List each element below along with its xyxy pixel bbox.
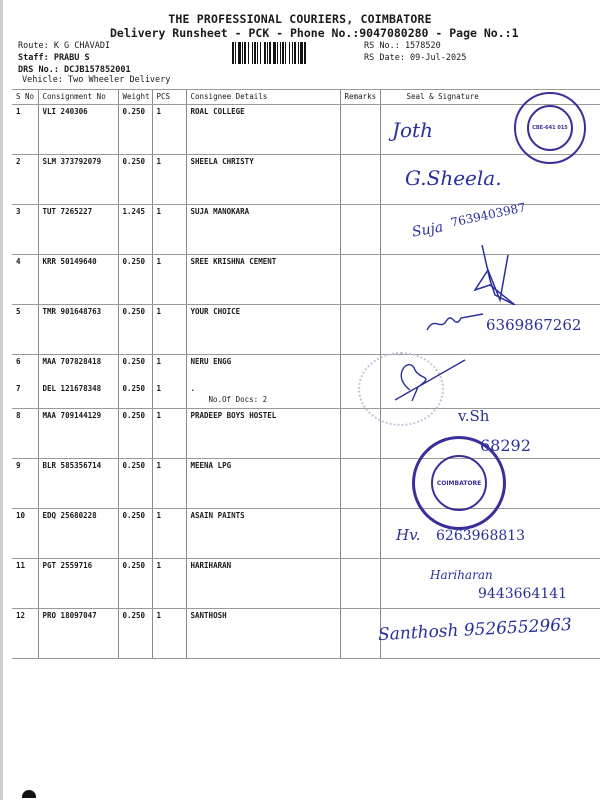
cell-weight (118, 205, 152, 255)
cell-consignee (186, 155, 340, 205)
table-header-row (12, 90, 600, 105)
cell-pcs-text: 1 (156, 611, 162, 620)
cell-weight-text: 0.250 (122, 307, 146, 316)
cell-pcs (152, 459, 186, 509)
drs-number: DRS No.: DCJB157852001 (18, 65, 131, 75)
cell-sno-text: 11 (16, 561, 26, 570)
col-consignment: Consignment No (38, 90, 118, 105)
cell-consignment-no (38, 105, 118, 155)
cell-consignment-no (38, 609, 118, 659)
col-weight: Weight (118, 90, 152, 105)
cell-pcs (152, 255, 186, 305)
cell-consignment-no (38, 205, 118, 255)
cell-weight-text: 0.250 (122, 157, 146, 166)
cell-consignee (186, 509, 340, 559)
cell-consignee (186, 305, 340, 355)
signature-row-3-name: Suja (410, 219, 445, 241)
col-pcs: PCS (152, 90, 186, 105)
cell-weight-text: 0.250 (122, 461, 146, 470)
stamp-royal-education-inner: CBE-641 015 (527, 105, 573, 151)
cell-consignment-no (38, 509, 118, 559)
cell-pcs (152, 305, 186, 355)
cell-consignment-no-text: PRO 18097047 (42, 611, 97, 620)
cell-consignment-no-text: BLR 585356714 (42, 461, 102, 470)
cell-remarks (340, 559, 380, 609)
cell-consignment-no-text: DEL 121678348 (42, 384, 102, 393)
docs-count-note: No.Of Docs: 2 (208, 395, 268, 404)
cell-sno-text: 12 (16, 611, 26, 620)
cell-weight (118, 155, 152, 205)
signature-row-11-phone: 9443664141 (478, 586, 568, 602)
cell-consignment-no-text: MAA 709144129 (42, 411, 102, 420)
table-row (12, 355, 600, 383)
staff-label: Staff: PRABU S (18, 53, 90, 63)
stamp-meena-lpg-inner: COIMBATORE (431, 455, 487, 511)
cell-consignee-text: SHEELA CHRISTY (190, 157, 254, 166)
cell-consignment-no-text: PGT 2559716 (42, 561, 93, 570)
rs-date: RS Date: 09-Jul-2025 (364, 53, 467, 63)
cell-consignee-text: ASAIN PAINTS (190, 511, 245, 520)
cell-consignee (186, 105, 340, 155)
cell-sno (12, 459, 38, 509)
cell-sno-text: 3 (16, 207, 21, 216)
cell-sno-text: 4 (16, 257, 21, 266)
cell-pcs (152, 559, 186, 609)
cell-pcs-text: 1 (156, 157, 162, 166)
signature-row-11-name: Hariharan (430, 568, 493, 582)
cell-remarks (340, 305, 380, 355)
cell-weight-text: 0.250 (122, 611, 146, 620)
cell-sno-text: 10 (16, 511, 26, 520)
cell-sno (12, 205, 38, 255)
company-title: THE PROFESSIONAL COURIERS, COIMBATORE (168, 12, 432, 26)
cell-sno-text: 5 (16, 307, 21, 316)
cell-pcs (152, 355, 186, 383)
cell-consignee (186, 459, 340, 509)
page-left-edge (0, 0, 3, 800)
cell-weight-text: 0.250 (122, 561, 146, 570)
cell-weight (118, 459, 152, 509)
cell-remarks (340, 459, 380, 509)
signature-row-10-phone: 6263968813 (436, 528, 526, 544)
signature-row-4 (470, 245, 530, 305)
cell-consignee (186, 255, 340, 305)
cell-sno (12, 155, 38, 205)
cell-remarks (340, 155, 380, 205)
cell-consignee-text: ROAL COLLEGE (190, 107, 245, 116)
cell-sno-text: 6 (16, 357, 21, 366)
cell-sno (12, 609, 38, 659)
cell-weight (118, 305, 152, 355)
cell-consignee-text: YOUR CHOICE (190, 307, 241, 316)
cell-weight-text: 0.250 (122, 357, 146, 366)
runsheet-subtitle: Delivery Runsheet - PCK - Phone No.:9047080280 - Page No.:1 (110, 26, 519, 40)
cell-consignee-text: SANTHOSH (190, 611, 227, 620)
cell-sno (12, 305, 38, 355)
cell-sno (12, 409, 38, 459)
cell-pcs-text: 1 (156, 411, 162, 420)
cell-consignee (186, 609, 340, 659)
cell-consignee (186, 409, 340, 459)
cell-consignment-no (38, 382, 118, 409)
cell-sno (12, 105, 38, 155)
col-consignee: Consignee Details (186, 90, 340, 105)
cell-pcs (152, 609, 186, 659)
cell-consignment-no-text: MAA 707828418 (42, 357, 102, 366)
cell-consignee-text: SUJA MANOKARA (190, 207, 250, 216)
cell-pcs-text: 1 (156, 561, 162, 570)
cell-weight (118, 105, 152, 155)
col-seal-signature: Seal & Signature (380, 90, 600, 105)
cell-consignee-text: PRADEEP BOYS HOSTEL (190, 411, 277, 420)
cell-consignment-no-text: SLM 373792079 (42, 157, 102, 166)
table-row (12, 105, 600, 155)
cell-remarks (340, 105, 380, 155)
cell-sno (12, 509, 38, 559)
signature-row-8-name: v.Sh (458, 407, 490, 425)
cell-pcs-text: 1 (156, 461, 162, 470)
cell-weight-text: 0.250 (122, 411, 146, 420)
cell-consignment-no (38, 305, 118, 355)
cell-pcs (152, 155, 186, 205)
table-row (12, 459, 600, 509)
cell-sno (12, 382, 38, 409)
cell-weight-text: 0.250 (122, 511, 146, 520)
route-label: Route: K G CHAVADI (18, 41, 111, 51)
cell-pcs-text: 1 (156, 207, 162, 216)
cell-consignment-no-text: TUT 7265227 (42, 207, 93, 216)
cell-consignee (186, 382, 340, 409)
col-remarks: Remarks (340, 90, 380, 105)
cell-weight (118, 409, 152, 459)
cell-weight (118, 609, 152, 659)
cell-pcs (152, 509, 186, 559)
signature-row-12: Santhosh 9526552963 (377, 614, 573, 646)
rs-number: RS No.: 1578520 (364, 41, 441, 51)
cell-pcs (152, 409, 186, 459)
cell-sno-text: 9 (16, 461, 21, 470)
cell-consignee-text: NERU ENGG (190, 357, 232, 366)
barcode (232, 42, 356, 64)
cell-remarks (340, 609, 380, 659)
cell-sno-text: 7 (16, 384, 21, 393)
cell-weight-text: 0.250 (122, 107, 146, 116)
runsheet-table (12, 89, 600, 659)
cell-consignee-text: . (190, 384, 196, 393)
stamp-royal-education (514, 92, 586, 164)
cell-consignment-no (38, 559, 118, 609)
cell-sno (12, 355, 38, 383)
cell-pcs-text: 1 (156, 307, 162, 316)
signature-row-6 (390, 355, 470, 405)
table-row (12, 155, 600, 205)
signature-row-5-phone: 6369867262 (486, 316, 582, 334)
cell-pcs-text: 1 (156, 107, 162, 116)
signature-row-2: G.Sheela. (405, 166, 502, 190)
cell-remarks (340, 255, 380, 305)
cell-remarks (340, 205, 380, 255)
cell-weight (118, 355, 152, 383)
cell-consignment-no (38, 459, 118, 509)
col-sno: S No (12, 90, 38, 105)
cell-pcs-text: 1 (156, 257, 162, 266)
cell-pcs (152, 205, 186, 255)
cell-weight (118, 559, 152, 609)
cell-weight-text: 0.250 (122, 384, 146, 393)
cell-weight (118, 382, 152, 409)
cell-consignee (186, 355, 340, 383)
cell-pcs (152, 382, 186, 409)
scan-corner-mark (22, 790, 36, 798)
cell-remarks (340, 509, 380, 559)
cell-consignment-no (38, 355, 118, 383)
cell-consignment-no-text: VLI 240306 (42, 107, 88, 116)
stamp-meena-lpg (412, 436, 506, 530)
cell-sno-text: 2 (16, 157, 21, 166)
cell-sno (12, 255, 38, 305)
cell-consignment-no-text: TMR 901648763 (42, 307, 102, 316)
cell-pcs-text: 1 (156, 511, 162, 520)
cell-consignment-no-text: EDQ 25680228 (42, 511, 97, 520)
cell-weight (118, 509, 152, 559)
signature-row-8-phone: 68292 (480, 436, 531, 455)
cell-consignee-text: MEENA LPG (190, 461, 232, 470)
cell-weight-text: 1.245 (122, 207, 146, 216)
cell-consignment-no (38, 255, 118, 305)
vehicle-label: Vehicle: Two Wheeler Delivery (22, 75, 171, 85)
cell-pcs-text: 1 (156, 384, 162, 393)
cell-consignee (186, 205, 340, 255)
cell-pcs (152, 105, 186, 155)
cell-pcs-text: 1 (156, 357, 162, 366)
cell-weight (118, 255, 152, 305)
cell-consignment-no-text: KRR 50149640 (42, 257, 97, 266)
signature-row-10-initials: Hv. (396, 526, 421, 544)
cell-sno-text: 1 (16, 107, 21, 116)
cell-sno (12, 559, 38, 609)
signature-row-5 (425, 310, 485, 335)
cell-weight-text: 0.250 (122, 257, 146, 266)
cell-consignee-text: HARIHARAN (190, 561, 232, 570)
cell-consignee (186, 559, 340, 609)
cell-consignment-no (38, 155, 118, 205)
signature-row-1: Joth (392, 118, 433, 142)
cell-sno-text: 8 (16, 411, 21, 420)
table-row (12, 382, 600, 409)
cell-consignment-no (38, 409, 118, 459)
signature-row-3-phone: 7639403987 (449, 200, 527, 230)
cell-consignee-text: SREE KRISHNA CEMENT (190, 257, 277, 266)
barcode-bar (306, 42, 307, 64)
